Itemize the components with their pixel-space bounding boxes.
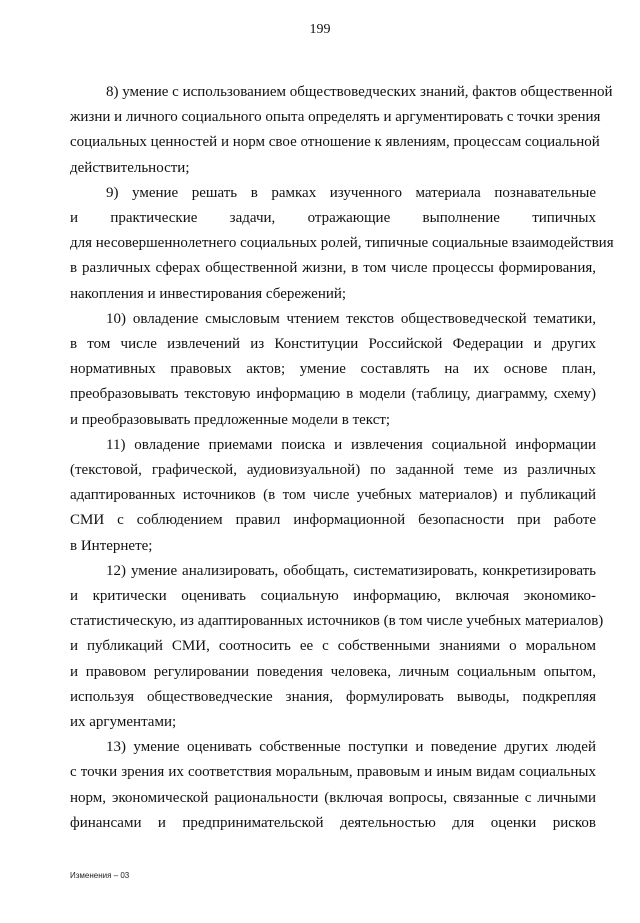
text-line: их аргументами;	[70, 714, 177, 731]
text-line: действительности;	[70, 159, 190, 176]
text-line: в том числе извлечений из Конституции Российской Федерации и других	[70, 336, 596, 353]
text-line: 9) умение решать в рамках изученного материала познавательные	[106, 184, 596, 201]
text-line: преобразовывать текстовую информацию в модели (таблицу, диаграмму, схему)	[70, 386, 596, 403]
text-line: в различных сферах общественной жизни, в том числе процессы формирования,	[70, 260, 596, 277]
text-line: СМИ с соблюдением правил информационной безопасности при работе	[70, 512, 596, 529]
text-line: используя обществоведческие знания, формулировать выводы, подкрепляя	[70, 688, 596, 705]
text-line: и преобразовывать предложенные модели в текст;	[70, 411, 391, 428]
text-line: 8) умение с использованием обществоведческих знаний, фактов общественной	[106, 84, 613, 100]
text-line: и практические задачи, отражающие выполнение типичных	[70, 210, 596, 227]
text-line: с точки зрения их соответствия моральным, правовым и иным видам социальных	[70, 764, 596, 781]
text-line: жизни и личного социального опыта определять и аргументировать с точки зрения	[70, 109, 601, 126]
text-line: нормативных правовых актов; умение составлять на их основе план,	[70, 361, 596, 378]
text-line: и критически оценивать социальную информацию, включая экономико-	[70, 588, 596, 605]
paragraph	[70, 559, 604, 735]
text-line: адаптированных источников (в том числе учебных материалов) и публикаций	[70, 487, 596, 504]
text-line: норм, экономической рациональности (включая вопросы, связанные с личными	[70, 789, 596, 806]
text-line: и правовом регулировании поведения человека, личным социальным опытом,	[70, 663, 596, 680]
text-line: накопления и инвестирования сбережений;	[70, 285, 347, 302]
page-number: 199	[309, 22, 331, 37]
text-line: 11) овладение приемами поиска и извлечения социальной информации	[106, 436, 596, 453]
text-line: финансами и предпринимательской деятельностью для оценки рисков	[70, 814, 596, 831]
text-line: статистическую, из адаптированных источников (в том числе учебных материалов)	[70, 613, 604, 630]
paragraph	[70, 181, 614, 307]
page-footer: Изменения – 03	[70, 871, 130, 880]
text-line: (текстовой, графической, аудиовизуальной) по заданной теме из различных	[70, 462, 596, 479]
text-line: 10) овладение смысловым чтением текстов обществоведческой тематики,	[106, 310, 596, 327]
text-line: 13) умение оценивать собственные поступки и поведение других людей	[106, 739, 596, 756]
paragraph	[70, 80, 613, 181]
paragraph	[70, 433, 596, 559]
document-body	[70, 80, 614, 836]
text-line: и публикаций СМИ, соотносить ее с собственными знаниями о моральном	[70, 638, 596, 655]
text-line: социальных ценностей и норм свое отношение к явлениям, процессам социальной	[70, 134, 600, 151]
paragraph	[70, 307, 596, 433]
paragraph	[70, 735, 596, 836]
text-line: 12) умение анализировать, обобщать, систематизировать, конкретизировать	[106, 562, 596, 579]
text-line: для несовершеннолетнего социальных ролей, типичные социальные взаимодействия	[70, 235, 614, 252]
text-line: в Интернете;	[70, 537, 153, 554]
